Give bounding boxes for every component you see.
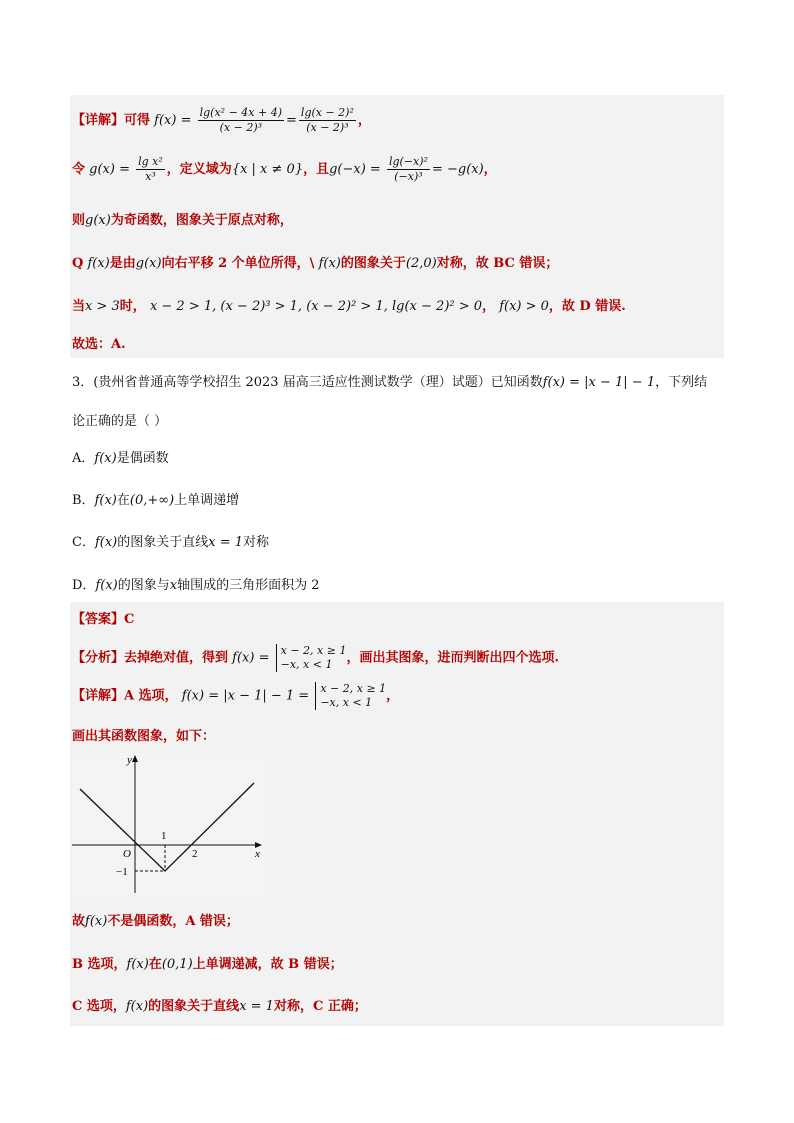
choose-line: 故选：A. [72,337,126,352]
fraction: $\frac{\text{lg(−x)²}}{\text{(−x)³}}$ [388,155,428,183]
tick-1: 1 [161,830,167,842]
draw-line: 画出其函数图象，如下： [72,729,216,744]
analysis-line: 【分析】去掉绝对值，得到 f(x) = x − 2, x ≥ 1 −x, x < 1 ，画出其图象，进而判断出四个选项. [72,644,559,671]
origin-label: O [123,848,131,860]
question-line-1: 3．(贵州省普通高等学校招生 2023 届高三适应性测试数学（理）试题）已知函数f(x) = |x − 1| − 1，下列结 [72,375,708,390]
conclusion-a: 故f(x)不是偶函数，A 错误； [72,914,239,929]
option-b: B．f(x)在(0,+∞)上单调递增 [72,493,240,508]
x-axis-label: x [255,848,260,860]
option-c: C．f(x)的图象关于直线x = 1对称 [72,535,270,550]
tick-neg1: −1 [116,866,128,878]
fraction: $\frac{\text{lg x²}}{\text{x³}}$ [138,155,163,183]
option-d: D．f(x)的图象与x轴围成的三角形面积为 2 [72,578,320,593]
piecewise: x − 2, x ≥ 1 −x, x < 1 [276,644,347,672]
question-line-2: 论正确的是（ ） [72,414,168,429]
function-graph [72,753,264,896]
conclusion-b: B 选项，f(x)在(0,1)上单调递减，故 B 错误； [72,957,343,972]
fraction: $\frac{\text{lg(x² − 4x + 4)}}{\text{(x − 2)³}}$ [199,106,283,134]
piecewise: x − 2, x ≥ 1 −x, x < 1 [315,682,386,710]
option-a: A．f(x)是偶函数 [72,451,169,466]
tick-2: 2 [192,848,198,860]
detail-line-1: 【详解】可得 f(x) = $\frac{\text{lg(x² − 4x + 4)}}{\text{(x − 2)³}}$ = $\frac{\text{lg(x − 2)²}}{\text{(x − 2)³}}$ ， [72,106,371,134]
conclusion-c: C 选项，f(x)的图象关于直线x = 1对称，C 正确； [72,999,367,1014]
fraction: $\frac{\text{lg(x − 2)²}}{\text{(x − 2)³}}$ [300,106,354,134]
y-axis-label: y [127,754,132,766]
detail-line-2: 令 g(x) = $\frac{\text{lg x²}}{\text{x³}}$ ，定义域为{x | x ≠ 0}，且g(−x) = $\frac{\text{lg(−x)²}}{\text{(−x)³}}$ = −g(x)， [72,155,497,183]
detail-line-4: Q f(x)是由g(x)向右平移 2 个单位所得，\ f(x)的图象关于(2,0)对称，故 BC 错误； [72,256,559,271]
answer-line: 【答案】C [72,612,135,627]
detail-label: 【详解】 [72,113,125,128]
detail-line-3: 则g(x)为奇函数，图象关于原点对称， [72,213,293,228]
detail-line-a: 【详解】A 选项， f(x) = |x − 1| − 1 = x − 2, x ≥ 1 −x, x < 1 ， [72,682,400,709]
detail-line-5: 当x > 3时， x − 2 > 1, (x − 2)³ > 1, (x − 2)² > 1, lg(x − 2)² > 0， f(x) > 0，故 D 错误. [72,299,626,314]
